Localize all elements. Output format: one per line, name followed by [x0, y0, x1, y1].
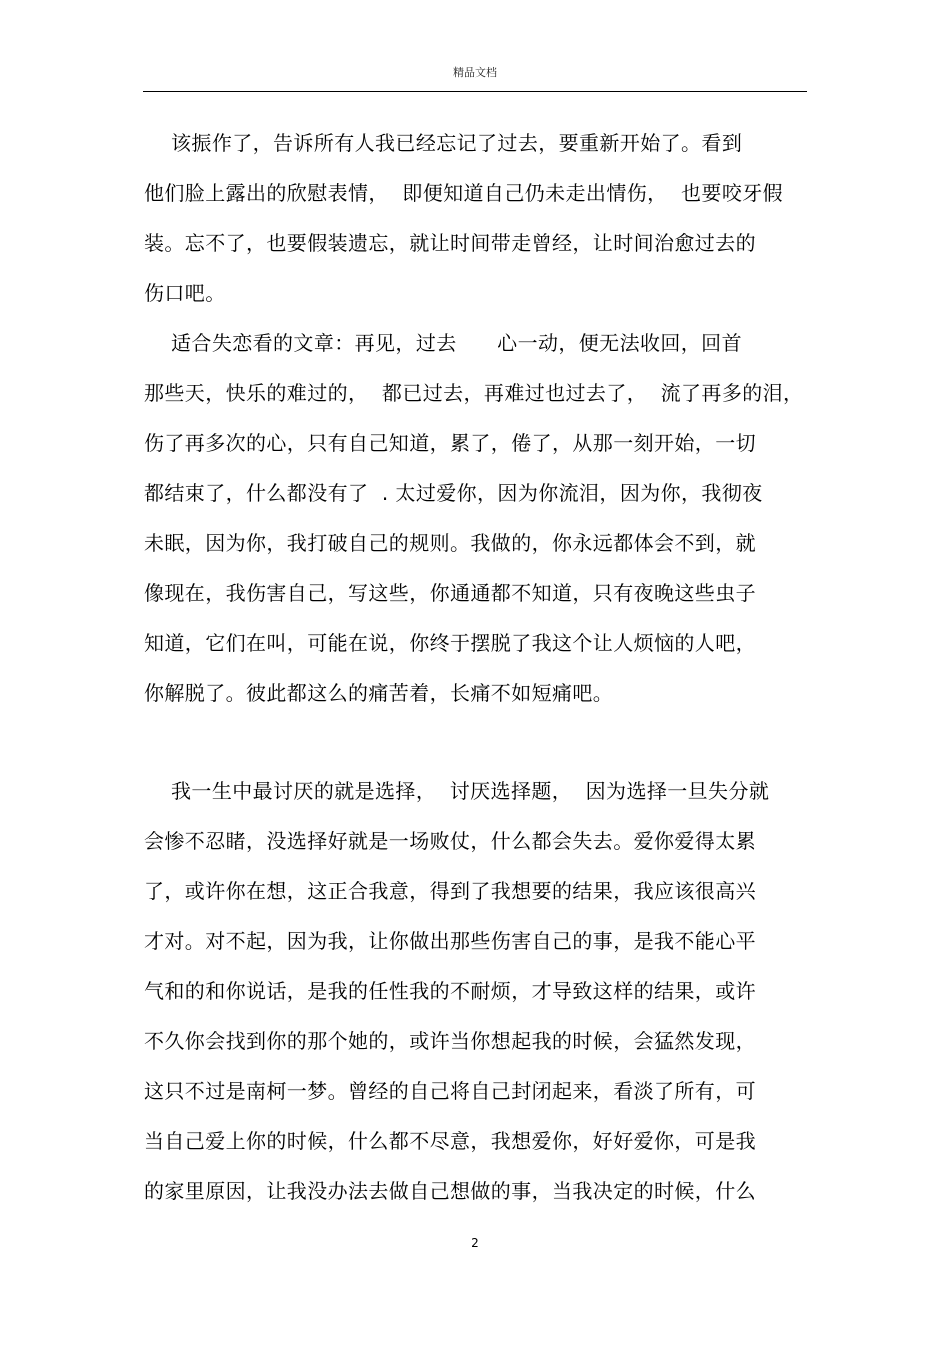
body-line: 气和的和你说话，是我的任性我的不耐烦，才导致这样的结果，或许 — [144, 979, 756, 1003]
body-line: 了，或许你在想，这正合我意，得到了我想要的结果，我应该很高兴 — [144, 879, 756, 903]
body-line: 他们脸上露出的欣慰表情， 即便知道自己仍未走出情伤， 也要咬牙假 — [144, 181, 784, 205]
body-line: 的家里原因，让我没办法去做自己想做的事，当我决定的时候，什么 — [144, 1179, 756, 1203]
body-line: 当自己爱上你的时候，什么都不尽意，我想爱你，好好爱你，可是我 — [144, 1129, 756, 1153]
body-line: 像现在，我伤害自己，写这些，你通通都不知道，只有夜晚这些虫子 — [144, 581, 756, 605]
body-line: 适合失恋看的文章：再见，过去 心一动，便无法收回，回首 — [144, 331, 742, 355]
body-line: 该振作了，告诉所有人我已经忘记了过去，要重新开始了。看到 — [144, 131, 743, 155]
page-number: 2 — [471, 1236, 479, 1250]
body-line: 我一生中最讨厌的就是选择， 讨厌选择题， 因为选择一旦失分就 — [144, 779, 770, 803]
page-header: 精品文档 — [453, 66, 497, 79]
body-line: 会惨不忍睹，没选择好就是一场败仗，什么都会失去。爱你爱得太累 — [144, 829, 756, 853]
body-line: 装。忘不了，也要假装遗忘，就让时间带走曾经，让时间治愈过去的 — [144, 231, 756, 255]
body-line: 这只不过是南柯一梦。曾经的自己将自己封闭起来，看淡了所有，可 — [144, 1079, 756, 1103]
body-line: 伤口吧。 — [144, 281, 226, 305]
body-line: 未眠，因为你，我打破自己的规则。我做的，你永远都体会不到，就 — [144, 531, 756, 555]
body-line: 都结束了，什么都没有了 . 太过爱你，因为你流泪，因为你，我彻夜 — [144, 481, 763, 505]
body-line: 不久你会找到你的那个她的，或许当你想起我的时候，会猛然发现， — [144, 1029, 756, 1053]
body-line: 那些天，快乐的难过的， 都已过去，再难过也过去了， 流了再多的泪， — [144, 381, 804, 405]
body-line: 伤了再多次的心，只有自己知道，累了，倦了，从那一刻开始，一切 — [144, 431, 756, 455]
body-line: 你解脱了。彼此都这么的痛苦着，长痛不如短痛吧。 — [144, 681, 614, 705]
header-rule — [143, 91, 807, 92]
body-line: 知道，它们在叫，可能在说，你终于摆脱了我这个让人烦恼的人吧， — [144, 631, 756, 655]
body-line: 才对。对不起，因为我，让你做出那些伤害自己的事，是我不能心平 — [144, 929, 756, 953]
